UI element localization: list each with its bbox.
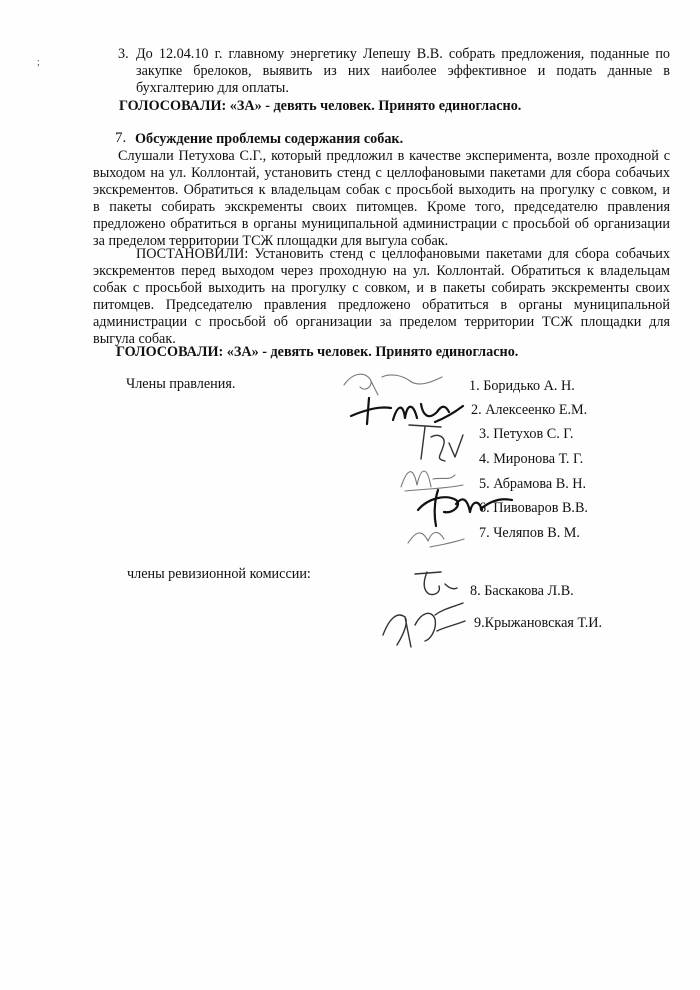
audit-member-1: 8. Баскакова Л.В. bbox=[470, 583, 574, 599]
item7-heard-line-3: экскрементов. Обратиться к владельцам собак с просьбой выходить на прогулку с совком, и bbox=[93, 182, 670, 198]
board-member-4: 4. Миронова Т. Г. bbox=[479, 451, 584, 467]
item7-resolved-line-4: питомцев. Председателю правления предложено обратиться в органы муниципальной bbox=[93, 297, 670, 313]
signature-chelyapov bbox=[400, 515, 480, 555]
item7-resolved-line-3: собак с просьбой выходить на прогулку с совком, и в пакеты собирать экскременты своих bbox=[93, 280, 670, 296]
board-member-3: 3. Петухов С. Г. bbox=[479, 426, 574, 442]
item7-heard-line-6: за пределом территории ТСЖ площадки для выгула собак. bbox=[93, 233, 449, 249]
item7-number: 7. bbox=[115, 130, 127, 146]
signature-kryzhanovskaya bbox=[375, 595, 475, 655]
audit-label: члены ревизионной комиссии: bbox=[127, 566, 311, 582]
item7-heard-line-5: предложено обратиться в органы муниципальной администрации с просьбой об организации bbox=[93, 216, 670, 232]
board-label: Члены правления. bbox=[126, 376, 236, 392]
board-member-6: 6. Пивоваров В.В. bbox=[479, 500, 588, 516]
item3-line-3: бухгалтерию для оплаты. bbox=[136, 80, 289, 96]
board-member-5: 5. Абрамова В. Н. bbox=[479, 476, 587, 492]
item7-resolved-line-1: ПОСТАНОВИЛИ: Установить стенд с целлофановыми пакетами для сбора собачьих bbox=[136, 246, 670, 262]
item7-resolved-line-2: экскрементов перед выходом через проходную на ул. Коллонтай. Обратиться к владельцам bbox=[93, 263, 670, 279]
item7-resolved-line-5: администрации с просьбой об организации за пределом территории ТСЖ площадки для bbox=[93, 314, 670, 330]
margin-mark: ; bbox=[37, 57, 40, 68]
item7-heard-line-2: выходом на ул. Коллонтай, установить стенд с целлофановыми пакетами для сбора собачьих bbox=[93, 165, 670, 181]
item7-heading: Обсуждение проблемы содержания собак. bbox=[135, 131, 404, 147]
item3-number: 3. bbox=[118, 46, 129, 62]
item3-line-2: закупке брелоков, выявить из них наиболее эффективное и подать данные в bbox=[136, 63, 670, 79]
item3-vote: ГОЛОСОВАЛИ: «ЗА» - девять человек. Принято единогласно. bbox=[119, 98, 522, 114]
item3-line-1: До 12.04.10 г. главному энергетику Лепешу В.В. собрать предложения, поданные по bbox=[136, 46, 670, 62]
board-member-1: 1. Боридько А. Н. bbox=[469, 378, 575, 394]
item7-heard-line-1: Слушали Петухова С.Г., который предложил в качестве эксперимента, возле проходной с bbox=[118, 148, 670, 164]
item7-heard-line-4: в пакеты собирать экскременты своих питомцев. Кроме того, председателю правления bbox=[93, 199, 670, 215]
audit-member-2: 9.Крыжановская Т.И. bbox=[474, 615, 603, 631]
item7-resolved-line-6: выгула собак. bbox=[93, 331, 176, 347]
board-member-7: 7. Челяпов В. М. bbox=[479, 525, 580, 541]
board-member-2: 2. Алексеенко Е.М. bbox=[471, 402, 588, 418]
item7-vote: ГОЛОСОВАЛИ: «ЗА» - девять человек. Принято единогласно. bbox=[116, 344, 519, 360]
